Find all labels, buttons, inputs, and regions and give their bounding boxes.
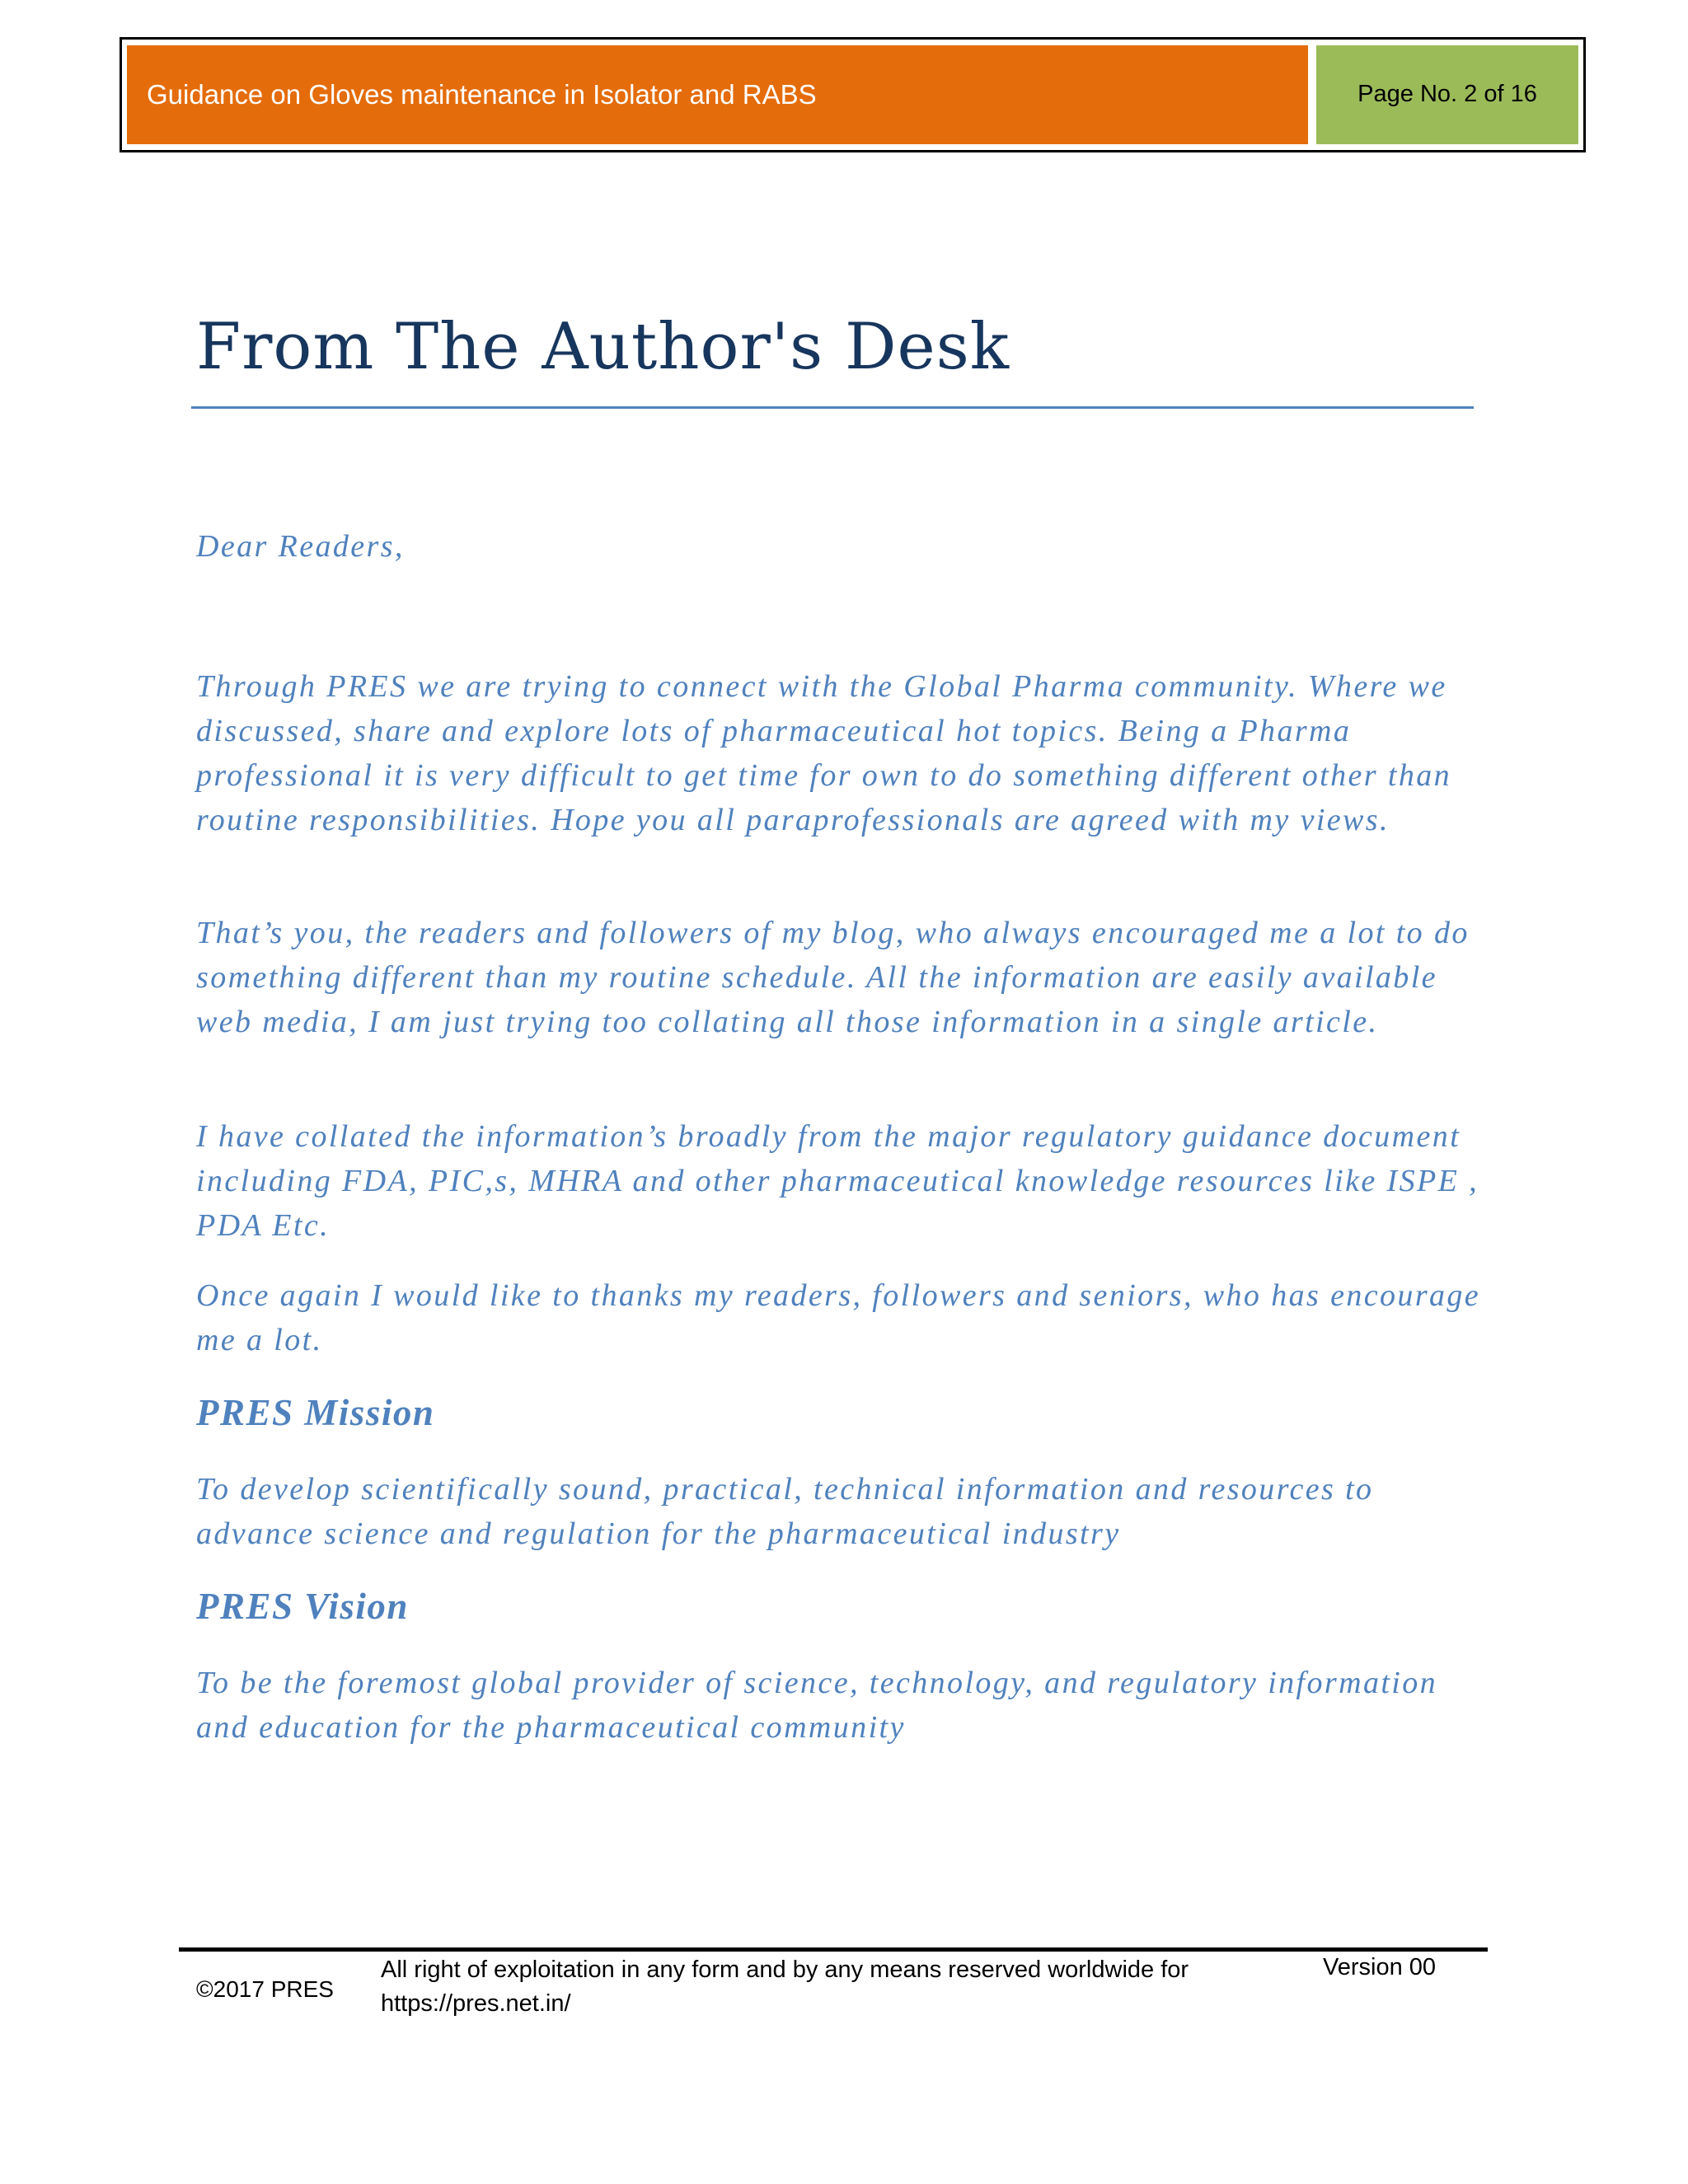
mission-text: To develop scientifically sound, practical, technical information and resources to advance science and regulation for the pharmaceutical industry: [196, 1472, 1374, 1551]
footer-rule: [179, 1947, 1488, 1952]
salutation: Dear Readers,: [196, 529, 405, 564]
vision-heading: PRES Vision: [196, 1586, 409, 1627]
vision-text: To be the foremost global provider of science, technology, and regulatory information and education for the pharmaceutical community: [196, 1666, 1438, 1745]
page-title: From The Author's Desk: [196, 310, 1010, 384]
document-title: Guidance on Gloves maintenance in Isolator and RABS: [147, 79, 817, 110]
paragraph-sources: I have collated the information’s broadly from the major regulatory guidance document including FDA, PIC,s, MHRA and other pharmaceutical knowledge resources like ISPE , PDA Etc.: [196, 1119, 1479, 1243]
page-number: Page No. 2 of 16: [1357, 81, 1537, 107]
document-title-banner: [127, 45, 1308, 144]
title-underline: [191, 406, 1474, 409]
mission-heading: PRES Mission: [196, 1392, 435, 1433]
paragraph-readers: That’s you, the readers and followers of my blog, who always encouraged me a lot to do something different than my routine schedule. All the information are easily available web media, I am just trying too collating all those information in a single article.: [196, 916, 1470, 1039]
paragraph-intro: Through PRES we are trying to connect with the Global Pharma community. Where we discussed, share and explore lots of pharmaceutical hot topics. Being a Pharma professional it is very difficult to get time for own to do something different other than routine responsibilities. Hope you all paraprofessionals are agreed with my views.: [196, 669, 1452, 837]
footer-rights-notice: All right of exploitation in any form and by any means reserved worldwide for https://pres.net.in/: [381, 1957, 1189, 2017]
paragraph-thanks: Once again I would like to thanks my readers, followers and seniors, who has encourage me a lot.: [196, 1278, 1481, 1357]
footer-version: Version 00: [1323, 1954, 1437, 1980]
page-number-box: [1316, 45, 1578, 144]
footer-copyright: ©2017 PRES: [196, 1976, 334, 2002]
